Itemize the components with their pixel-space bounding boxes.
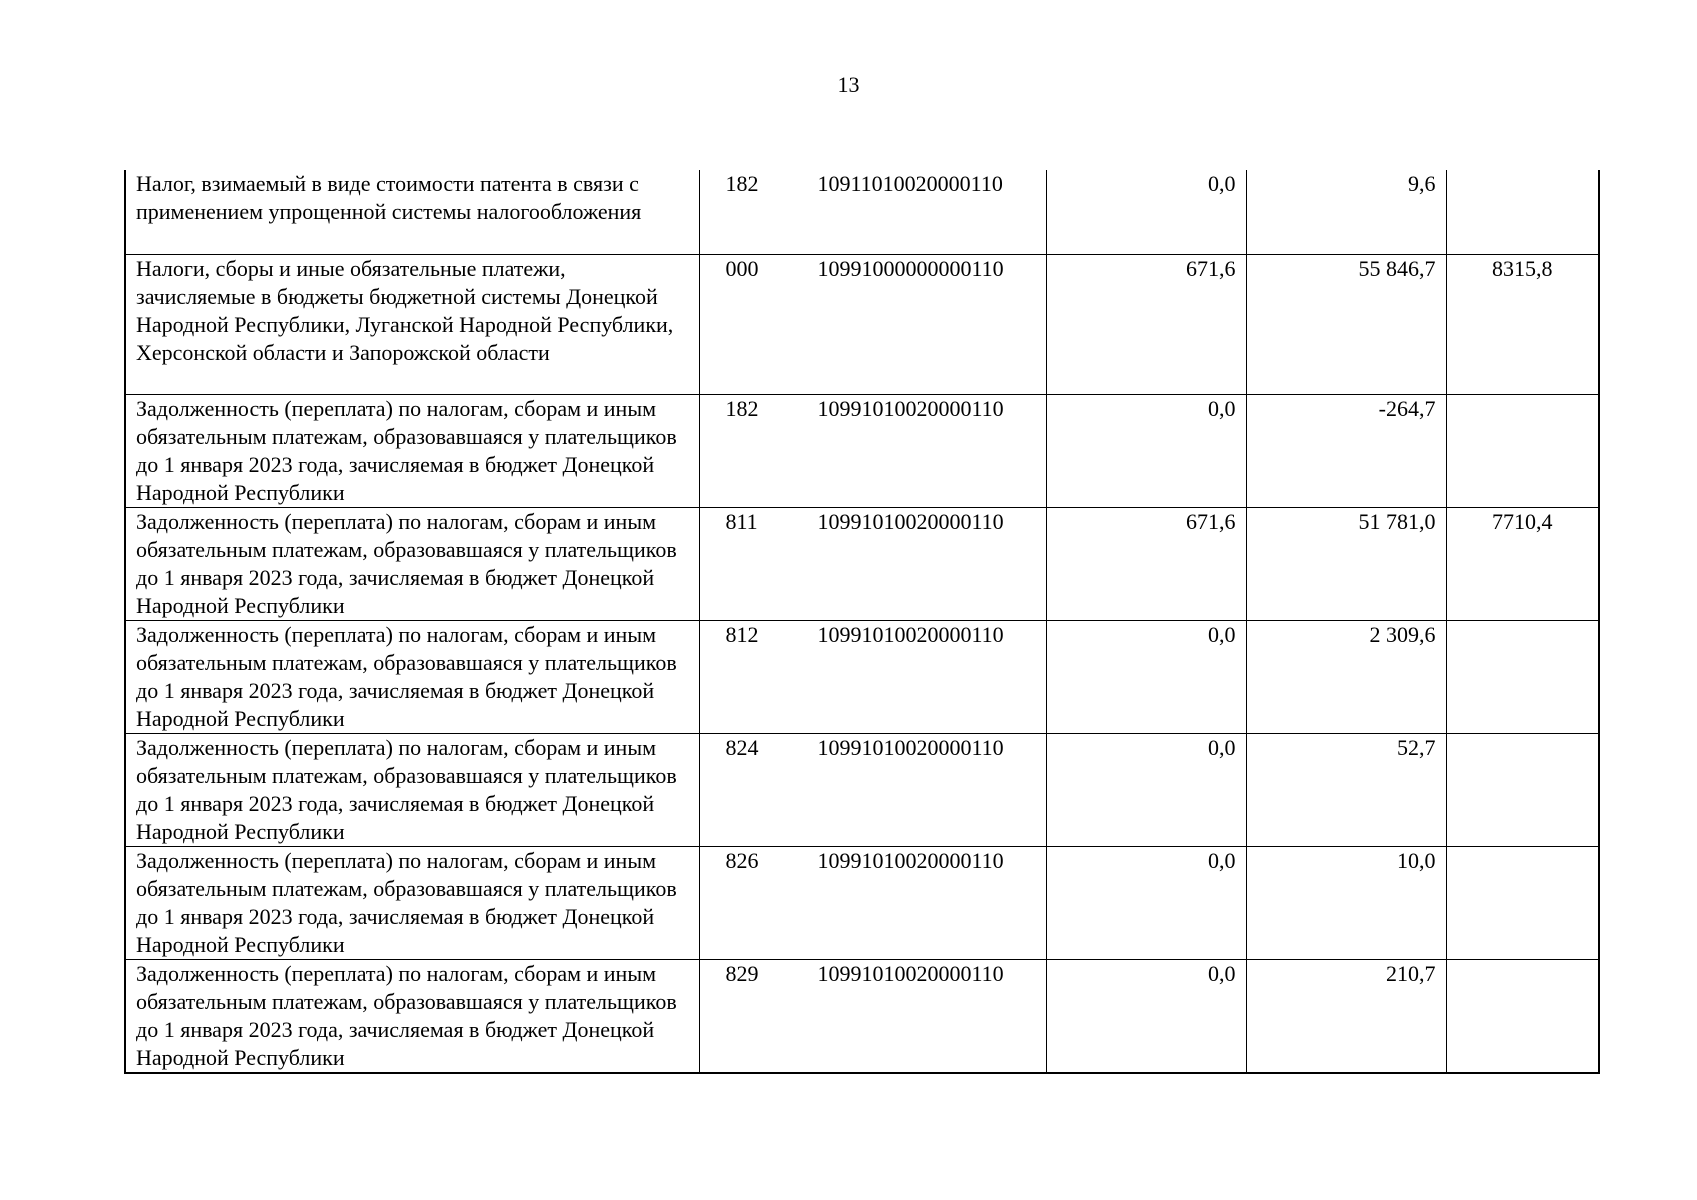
row-percent-value: 8315,8 [1446,254,1599,394]
row-plan-value: 0,0 [1046,394,1246,507]
table-row [125,394,1599,507]
row-plan-value: 0,0 [1046,170,1246,254]
row-percent-value [1446,394,1599,507]
row-fact-value: 10,0 [1246,846,1446,959]
row-fact-value: 2 309,6 [1246,620,1446,733]
admin-code: 182 [725,395,759,421]
row-name: Задолженность (переплата) по налогам, сборам и иным обязательным платежам, образовавшаяся у плательщиков до 1 января 2023 года, зачисляемая в бюджет Донецкой Народной Республики [125,394,699,507]
kbk-code: 10991010020000110 [817,734,1004,760]
kbk-code: 10991010020000110 [817,508,1004,534]
row-plan-value: 0,0 [1046,733,1246,846]
row-codes [699,254,1046,394]
row-plan-value: 671,6 [1046,507,1246,620]
admin-code: 812 [725,621,759,647]
row-fact-value: 51 781,0 [1246,507,1446,620]
row-name: Налог, взимаемый в виде стоимости патента в связи с применением упрощенной системы налогообложения [125,170,699,254]
row-name: Задолженность (переплата) по налогам, сборам и иным обязательным платежам, образовавшаяся у плательщиков до 1 января 2023 года, зачисляемая в бюджет Донецкой Народной Республики [125,959,699,1073]
row-percent-value [1446,959,1599,1073]
table-row [125,507,1599,620]
kbk-code: 10991010020000110 [817,621,1004,647]
row-plan-value: 0,0 [1046,959,1246,1073]
admin-code: 000 [725,255,759,281]
row-codes [699,733,1046,846]
kbk-code: 10991010020000110 [817,960,1004,986]
row-codes [699,394,1046,507]
table-row [125,254,1599,394]
admin-code: 811 [725,508,758,534]
row-codes [699,507,1046,620]
row-fact-value: 52,7 [1246,733,1446,846]
row-plan-value: 671,6 [1046,254,1246,394]
row-name: Налоги, сборы и иные обязательные платежи, зачисляемые в бюджеты бюджетной системы Донецкой Народной Республики, Луганской Народной Республики, Херсонской области и Запорожской области [125,254,699,394]
row-codes [699,959,1046,1073]
table-row [125,170,1599,254]
row-fact-value: -264,7 [1246,394,1446,507]
row-plan-value: 0,0 [1046,620,1246,733]
kbk-code: 10991000000000110 [817,255,1004,281]
row-percent-value: 7710,4 [1446,507,1599,620]
row-name: Задолженность (переплата) по налогам, сборам и иным обязательным платежам, образовавшаяся у плательщиков до 1 января 2023 года, зачисляемая в бюджет Донецкой Народной Республики [125,507,699,620]
row-name: Задолженность (переплата) по налогам, сборам и иным обязательным платежам, образовавшаяся у плательщиков до 1 января 2023 года, зачисляемая в бюджет Донецкой Народной Республики [125,733,699,846]
admin-code: 826 [725,847,759,873]
row-plan-value: 0,0 [1046,846,1246,959]
kbk-code: 10991010020000110 [817,847,1004,873]
row-fact-value: 9,6 [1246,170,1446,254]
revenue-table [124,170,1600,1074]
table-row [125,846,1599,959]
table-row [125,733,1599,846]
row-fact-value: 55 846,7 [1246,254,1446,394]
kbk-code: 10911010020000110 [817,171,1003,196]
row-percent-value [1446,170,1599,254]
row-codes [699,170,1046,254]
row-fact-value: 210,7 [1246,959,1446,1073]
kbk-code: 10991010020000110 [817,395,1004,421]
admin-code: 829 [725,960,759,986]
row-name: Задолженность (переплата) по налогам, сборам и иным обязательным платежам, образовавшаяся у плательщиков до 1 января 2023 года, зачисляемая в бюджет Донецкой Народной Республики [125,620,699,733]
row-percent-value [1446,620,1599,733]
row-percent-value [1446,733,1599,846]
table-row [125,620,1599,733]
row-percent-value [1446,846,1599,959]
row-name: Задолженность (переплата) по налогам, сборам и иным обязательным платежам, образовавшаяся у плательщиков до 1 января 2023 года, зачисляемая в бюджет Донецкой Народной Республики [125,846,699,959]
table-row [125,959,1599,1073]
page-number: 13 [837,72,860,97]
admin-code: 824 [725,734,759,760]
admin-code: 182 [725,171,759,196]
row-codes [699,620,1046,733]
row-codes [699,846,1046,959]
